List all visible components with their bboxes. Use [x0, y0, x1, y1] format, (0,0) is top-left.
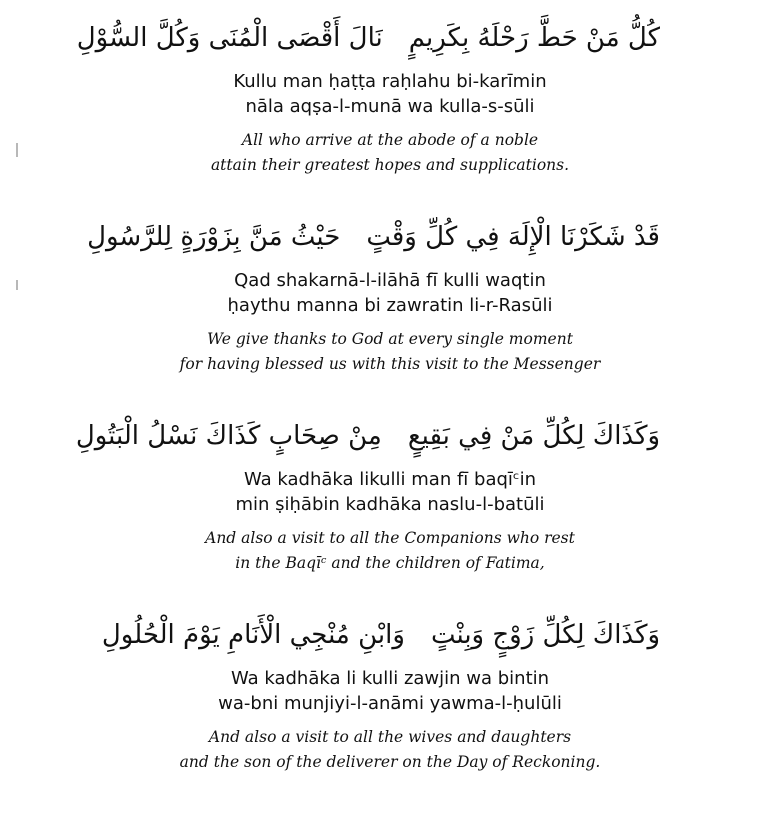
transliteration-line: nāla aqṣa-l-munā wa kulla-s-sūli [245, 96, 535, 117]
poem-page [75, 8, 660, 804]
arabic-hemistich-first: وَكَذَاكَ لِكُلِّ مَنْ فِي بَقِيعٍ [407, 421, 660, 451]
translation-line: in the Baqīᶜ and the children of Fatima, [235, 554, 545, 572]
translation-line: And also a visit to all the Companions who rest [205, 529, 575, 547]
transliteration-line: Wa kadhāka li kulli zawjin wa bintin [230, 668, 550, 689]
transliteration [120, 666, 660, 716]
translation-line: and the son of the deliverer on the Day of Reckoning. [179, 753, 601, 771]
arabic-verse [75, 406, 660, 466]
translation-line: All who arrive at the abode of a noble [241, 131, 539, 149]
transliteration-line: ḥaythu manna bi zawratin li-r-Rasūli [227, 295, 553, 316]
translation-line: attain their greatest hopes and supplications. [210, 156, 570, 174]
translation-line: We give thanks to God at every single moment [207, 330, 573, 348]
arabic-hemistich-second: مِنْ صِحَابٍ كَذَاكَ نَسْلُ الْبَتُولِ [75, 421, 382, 451]
transliteration [120, 467, 660, 517]
scan-margin-mark [16, 280, 18, 290]
stanza-1 [76, 8, 660, 207]
translation [120, 128, 660, 178]
translation [120, 526, 660, 576]
translation [120, 725, 660, 775]
scan-margin-mark [16, 143, 18, 157]
transliteration-line: min ṣiḥābin kadhāka naslu-l-batūli [235, 494, 545, 515]
arabic-hemistich-second: حَيْثُ مَنَّ بِزَوْرَةٍ لِلرَّسُولِ [87, 222, 341, 252]
transliteration [120, 268, 660, 318]
stanza-4 [101, 605, 660, 804]
translation-line: And also a visit to all the wives and daughters [208, 728, 572, 746]
arabic-verse [101, 605, 660, 665]
translation [120, 327, 660, 377]
arabic-hemistich-first: كُلُّ مَنْ حَطَّ رَحْلَهُ بِكَرِيمٍ [408, 23, 660, 53]
arabic-verse [87, 207, 660, 267]
translation-line: for having blessed us with this visit to the Messenger [179, 355, 601, 373]
transliteration-line: Kullu man ḥaṭṭa raḥlahu bi-karīmin [233, 71, 547, 92]
transliteration [120, 69, 660, 119]
transliteration-line: Wa kadhāka likulli man fī baqīᶜin [244, 469, 536, 490]
arabic-hemistich-second: وَابْنِ مُنْجِي الْأَنَامِ يَوْمَ الْحُلُولِ [101, 620, 405, 650]
arabic-hemistich-first: وَكَذَاكَ لِكُلِّ زَوْجٍ وَبِنْتٍ [430, 620, 660, 650]
arabic-hemistich-second: نَالَ أَقْصَى الْمُنَى وَكُلَّ السُّوْلِ [76, 23, 383, 53]
transliteration-line: wa-bni munjiyi-l-anāmi yawma-l-ḥulūli [218, 693, 562, 714]
stanza-2 [87, 207, 660, 406]
transliteration-line: Qad shakarnā-l-ilāhā fī kulli waqtin [234, 270, 546, 291]
arabic-hemistich-first: قَدْ شَكَرْنَا الْإِلَهَ فِي كُلِّ وَقْتٍ [366, 222, 660, 252]
stanza-3 [75, 406, 660, 605]
arabic-verse [76, 8, 660, 68]
